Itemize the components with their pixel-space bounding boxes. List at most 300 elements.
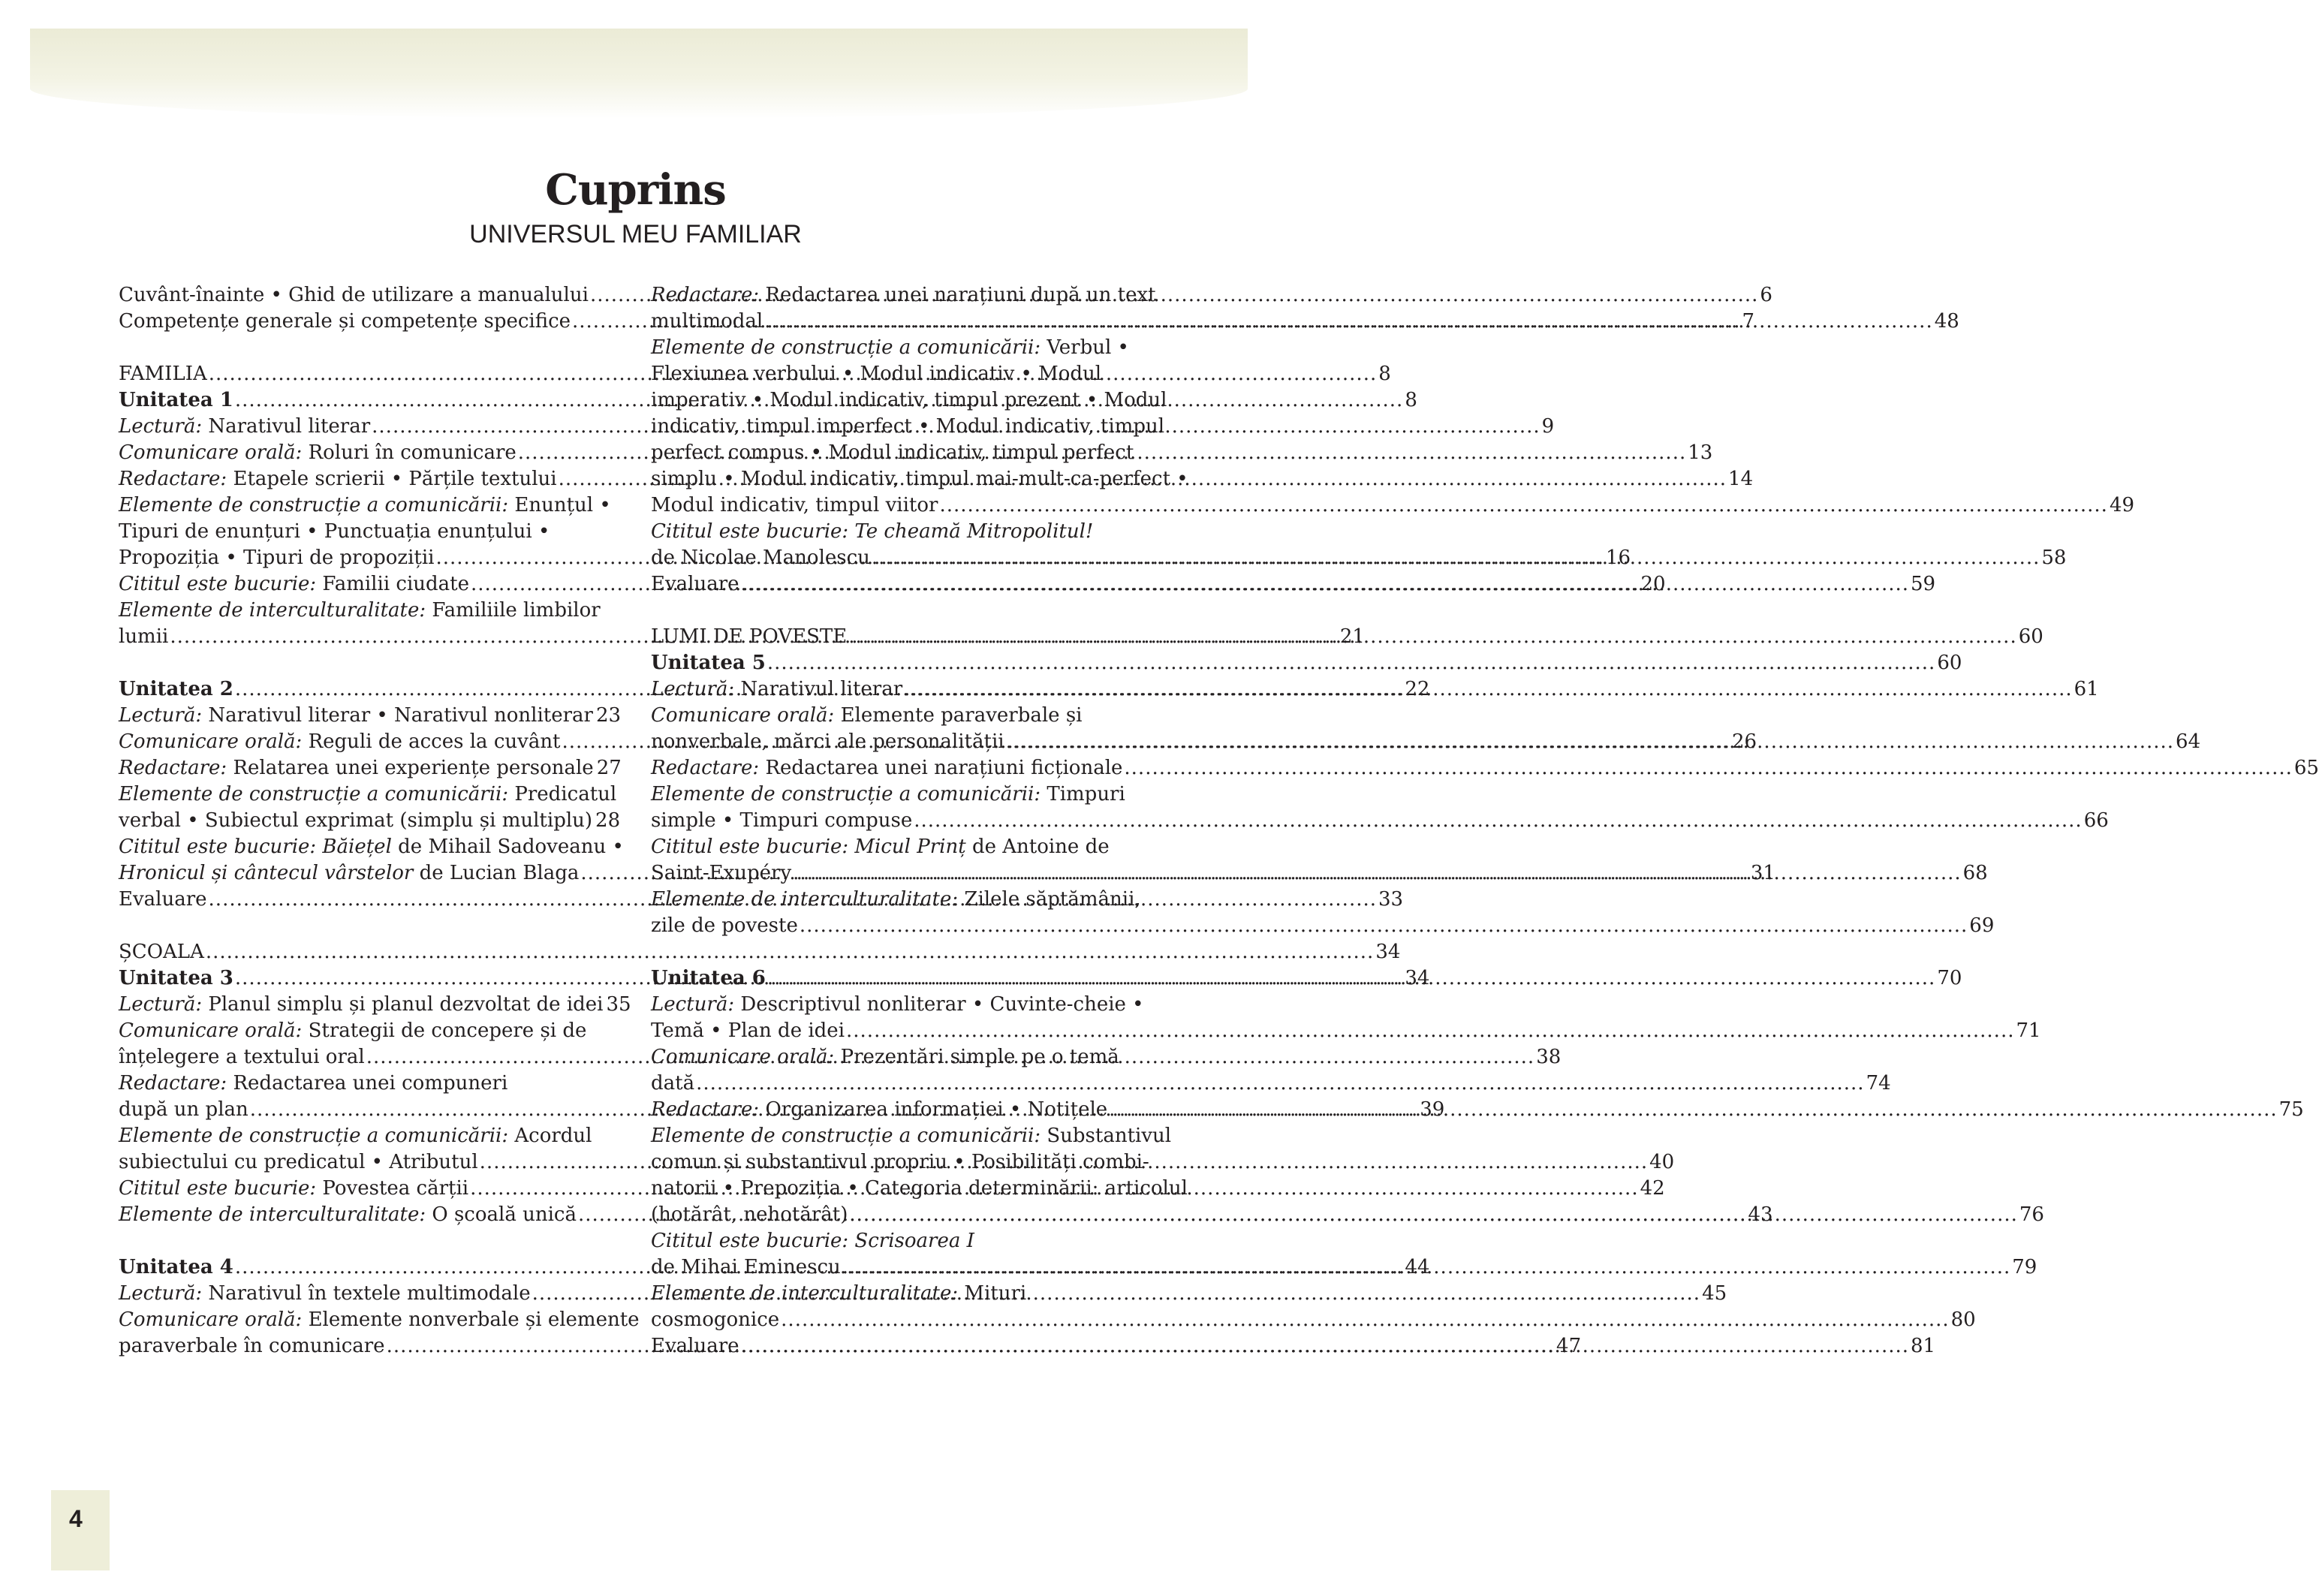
entry-title: simplu • Modul indicativ, timpul mai-mult-ca-perfect • [651,468,1188,490]
toc-entry [651,1018,2041,1044]
entry-title: Mituri [958,1282,1027,1305]
toc-page-number: 6 [1760,284,1772,306]
dot-leader [914,808,2082,834]
toc-entry-text [651,282,1156,309]
toc-entry-text [651,965,766,992]
toc-entry-text [651,650,766,676]
toc-page-number: 43 [1748,1203,1773,1226]
toc-entry [119,808,619,834]
toc-entry-text [651,1097,1107,1123]
toc-spacer [119,913,619,939]
entry-title: Competențe generale și competențe specifice [119,310,571,333]
toc-entry-text [651,676,902,703]
toc-entry [651,913,1995,939]
section-label: Redactare: [119,1072,227,1095]
entry-title: Evaluare [651,573,739,595]
unit-heading: Unitatea 3 [119,967,233,989]
section-label: Elemente de construcție a comunicării: [651,783,1041,806]
toc-page-number: 75 [2278,1098,2304,1121]
toc-entry-text [651,387,1167,414]
toc-page-number: 48 [1934,310,1959,333]
toc-entry-text [119,1307,640,1333]
toc-page-number: 42 [1640,1177,1665,1200]
toc-entry-text [119,729,561,755]
toc-entry [651,781,1154,808]
section-label: Elemente de construcție a comunicării: [651,1125,1041,1147]
toc-entry-text [651,992,1144,1018]
toc-entry [119,1018,619,1044]
entry-title: Descriptivul nonliterar • Cuvinte-cheie • [734,993,1144,1016]
toc-entry-text [119,1254,233,1281]
toc-entry-text [119,624,168,650]
entry-title: Redactarea unei narațiuni ficționale [759,757,1123,779]
toc-entry [651,335,1154,361]
toc-entry-text [119,545,434,571]
entry-title: natorii • Prepoziția • Categoria determinării: articolul [651,1177,1188,1200]
entry-title: Evaluare [119,888,207,911]
unit-heading: Unitatea 6 [651,967,766,989]
toc-entry-text [651,755,1122,781]
section-label: Cititul este bucurie: [119,573,317,595]
toc-page-number: 26 [1731,730,1757,753]
toc-page-number: 33 [1378,888,1404,911]
toc-entry-text [119,466,557,492]
section-label: Elemente de interculturalitate: [119,599,426,622]
toc-entry-text [119,1202,577,1228]
toc-entry-text [651,860,791,887]
toc-page-number: 39 [1420,1098,1445,1121]
toc-page-number: 76 [2019,1203,2044,1226]
toc-entry-text [651,913,798,939]
toc-entry-text [651,1254,841,1281]
toc-entry [119,598,619,624]
entry-title: zile de poveste [651,914,798,937]
toc-page-number: 23 [595,704,622,727]
toc-entry-text [651,781,1125,808]
toc-page-number: 21 [1339,625,1365,648]
toc-entry [651,703,1154,729]
toc-entry [651,361,1154,387]
toc-entry-text [119,676,233,703]
section-label: Lectură: [651,678,735,700]
entry-title: simple • Timpuri compuse [651,809,913,832]
toc-entry-text [119,309,571,335]
toc-entry [651,519,1154,545]
toc-page-number: 40 [1649,1151,1675,1173]
unit-heading: Unitatea 2 [119,678,233,700]
toc-entry [651,650,1962,676]
toc-entry-text [119,492,611,519]
entry-title: subiectului cu predicatul • Atributul [119,1151,478,1173]
section-label: Comunicare orală: [119,1308,303,1331]
entry-title: Substantivul [1041,1125,1172,1147]
toc-page-number: 65 [2293,757,2319,779]
entry-title: Organizarea informației • Notițele [759,1098,1108,1121]
page-number: 4 [69,1505,83,1532]
toc-page-number: 58 [2041,547,2067,569]
dot-leader [904,676,2072,703]
toc-entry-text [651,571,739,598]
entry-title: înțelegere a textului oral [119,1046,365,1068]
section-label: Lectură: [651,993,735,1016]
toc-entry-text [651,1044,1119,1071]
toc-spacer [651,939,1154,965]
toc-spacer [119,1228,619,1254]
entry-title: Narativul literar [734,678,903,700]
entry-title: Enunțul • [508,494,611,516]
toc-page-number: 20 [1640,573,1666,595]
toc-entry-text [119,440,517,466]
toc-entry-text [119,1071,507,1097]
entry-title: Temă • Plan de idei [651,1019,845,1042]
toc-entry-text [651,1307,779,1333]
dot-leader [741,571,1909,598]
toc-page-number: 80 [1950,1308,1976,1331]
toc-entry-text [119,1333,385,1360]
toc-entry-text [651,1281,1026,1307]
entry-title: multimodal [651,310,763,333]
toc-page-number: 49 [2109,494,2135,516]
toc-page-number: 81 [1911,1335,1936,1357]
toc-spacer [651,598,1154,624]
dot-leader [1109,1097,2277,1123]
entry-title: de Antoine de [965,836,1110,858]
section-label: Comunicare orală: [119,441,303,464]
toc-page-number: 70 [1937,967,1962,989]
toc-page-number: 35 [606,993,631,1016]
entry-title: dată [651,1072,695,1095]
toc-entry-text [119,519,550,545]
toc-page-number: 7 [1742,310,1755,333]
toc-entry-text [119,1176,468,1202]
unit-heading: Unitatea 5 [651,652,766,674]
toc-entry-text [651,1202,848,1228]
entry-title: Elemente nonverbale și elemente [302,1308,640,1331]
toc-entry [651,309,1959,335]
section-label: Elemente de construcție a comunicării: [119,1125,509,1147]
toc-entry [651,1281,1154,1307]
section-label: Elemente de interculturalitate: [119,1203,426,1226]
dot-leader [848,624,2016,650]
toc-entry-text [119,1097,248,1123]
toc-page-number: 45 [1702,1282,1727,1305]
entry-title: Povestea cărții [316,1177,469,1200]
toc-entry-text [651,1149,1149,1176]
toc-entry-text [651,1071,694,1097]
toc-entry-text [119,598,601,624]
entry-title: verbal • Subiectul exprimat (simplu și multiplu) [119,809,593,832]
toc-page-number: 74 [1866,1072,1891,1095]
section-label: Hronicul și cântecul vârstelor [119,862,414,884]
entry-title: Etapele scrierii • Părțile textului [227,468,557,490]
toc-entry [651,414,1165,440]
toc-entry-text [119,571,469,598]
toc-entry-text [651,466,1188,492]
toc-entry [119,755,622,781]
entry-title: Verbul • [1041,336,1129,359]
toc-entry-text [651,545,870,571]
toc-entry [119,703,622,729]
toc-entry-text [119,703,593,729]
toc-entry-text [119,887,207,913]
entry-title: Roluri în comunicare [302,441,517,464]
page-subtitle: UNIVERSUL MEU FAMILIAR [469,220,802,248]
toc-entry [651,466,1188,492]
section-label: Cititul este bucurie: [119,1177,317,1200]
toc-entry-text [651,624,847,650]
toc-entry [119,1071,619,1097]
section-label: Redactare: [651,757,760,779]
toc-entry-text [119,1044,365,1071]
toc-entry-text [119,361,207,387]
toc-page-number: 68 [1962,862,1988,884]
dot-leader [800,913,1968,939]
toc-entry [119,781,619,808]
dot-leader [696,1071,1864,1097]
toc-page-number: 69 [1969,914,1995,937]
toc-page-number: 34 [1375,941,1401,963]
entry-title: Redactarea unei compuneri [227,1072,508,1095]
toc-page-number: 59 [1911,573,1936,595]
toc-page-number: 44 [1405,1256,1430,1278]
dot-leader [767,650,1935,676]
entry-title: Strategii de concepere și de [302,1019,587,1042]
toc-entry [651,1176,1188,1202]
toc-entry-text [651,361,1101,387]
toc-entry-text [651,703,1083,729]
toc-page-number: 28 [595,809,621,832]
entry-title: Redactarea unei narațiuni după un text [759,284,1156,306]
entry-title: de Mihai Eminescu [651,1256,841,1278]
toc-entry [651,887,1154,913]
toc-entry [651,492,2135,519]
entry-title: Planul simplu și planul dezvoltat de idei [202,993,604,1016]
toc-entry-text [119,860,579,887]
toc-entry-text [119,1018,586,1044]
entry-title: Zilele săptămânii, [958,888,1141,911]
section-label: Elemente de construcție a comunicării: [119,494,509,516]
entry-title: cosmogonice [651,1308,780,1331]
entry-title: (hotărât, nehotărât) [651,1203,848,1226]
toc-page-number: 47 [1556,1335,1582,1357]
entry-title: după un plan [119,1098,248,1121]
dot-leader [872,545,2040,571]
toc-page-number: 60 [2018,625,2043,648]
entry-title: Familii ciudate [316,573,469,595]
toc-entry [651,808,2109,834]
entry-title: Modul indicativ, timpul viitor [651,494,938,516]
section-label: Cititul este bucurie: Scrisoarea I [651,1230,974,1252]
section-label: Redactare: [119,757,227,779]
toc-entry-text [651,887,1141,913]
header-band [30,29,1248,119]
toc-entry-text [119,387,233,414]
entry-title: de Mihail Sadoveanu • [391,836,624,858]
toc-entry [119,939,1401,965]
entry-title: Timpuri [1041,783,1125,806]
toc-entry-text [119,414,370,440]
toc-entry-text [651,492,938,519]
toc-page-number: 64 [2176,730,2201,753]
toc-entry [651,834,1154,860]
toc-entry-text [119,939,204,965]
toc-entry-text [651,1228,974,1254]
toc-page-number: 61 [2074,678,2099,700]
toc-page-number: 8 [1378,363,1391,385]
toc-entry-text [651,519,1093,545]
entry-title: imperativ • Modul indicativ, timpul prezent • Modul [651,389,1167,411]
toc-entry [651,387,1167,414]
dot-leader [767,965,1935,992]
entry-title: nonverbale, mărci ale personalității [651,730,1004,753]
entry-title: LUMI DE POVESTE [651,625,848,648]
section-label: Comunicare orală: [119,1019,303,1042]
entry-title: de Lucian Blaga [413,862,580,884]
toc-entry-text [651,1018,845,1044]
toc-entry-text [119,1149,478,1176]
entry-title: indicativ, timpul imperfect • Modul indicativ, timpul [651,415,1165,438]
entry-title: Tipuri de enunțuri • Punctuația enunțului • [119,520,550,543]
unit-heading: Unitatea 4 [119,1256,233,1278]
dot-leader [849,1202,2017,1228]
dot-leader [846,1018,2014,1044]
toc-page-number: 38 [1536,1046,1562,1068]
section-label: Cititul este bucurie: Te cheamă Mitropolitul! [651,520,1094,543]
entry-title: Relatarea unei experiențe personale [227,757,594,779]
toc-entry [119,834,624,860]
toc-entry [651,1044,1154,1071]
toc-entry [119,1307,640,1333]
toc-entry-text [119,1281,531,1307]
entry-title: Elemente paraverbale și [834,704,1083,727]
section-label: Comunicare orală: [119,730,303,753]
toc-page-number: 14 [1728,468,1754,490]
dot-leader [764,309,1932,335]
toc-entry-text [651,729,1004,755]
toc-entry-text [651,309,763,335]
section-label: Lectură: [119,993,203,1016]
entry-title: perfect compus • Modul indicativ, timpul perfect [651,441,1134,464]
toc-entry [119,492,619,519]
dot-leader [741,1333,1909,1360]
section-label: Elemente de interculturalitate: [651,888,959,911]
entry-title: Predicatul [508,783,617,806]
section-label: Elemente de construcție a comunicării: [119,783,509,806]
toc-entry [651,440,1154,466]
section-label: Cititul este bucurie: Micul Prinț [651,836,966,858]
toc-entry-text [651,335,1129,361]
entry-title: Familiile limbilor [426,599,601,622]
toc-page-number: 34 [1405,967,1430,989]
section-label: Comunicare orală: [651,704,835,727]
toc-entry-text [119,834,624,860]
toc-entry [651,755,2319,781]
toc-page-number: 9 [1541,415,1555,438]
toc-spacer [119,650,619,676]
toc-entry-text [651,1333,739,1360]
entry-title: Prezentări simple pe o temă [834,1046,1119,1068]
toc-entry-text [651,1176,1188,1202]
toc-entry [119,519,619,545]
toc-entry [651,1307,1976,1333]
dot-leader [781,1307,1949,1333]
entry-title: comun și substantivul propriu • Posibilități combi- [651,1151,1149,1173]
toc-page-number: 60 [1937,652,1962,674]
entry-title: Cuvânt-înainte • Ghid de utilizare a manualului [119,284,589,306]
toc-entry-text [651,808,912,834]
entry-title: Propoziția • Tipuri de propoziții [119,547,435,569]
toc-entry [119,1123,619,1149]
dot-leader [1006,729,2174,755]
toc-page-number: 16 [1605,547,1631,569]
toc-page-number: 31 [1750,862,1775,884]
section-label: Lectură: [119,415,203,438]
entry-title: Saint-Exupéry [651,862,792,884]
entry-title: Acordul [508,1125,592,1147]
toc-page-number: 27 [596,757,622,779]
toc-entry-text [119,965,233,992]
toc-entry-text [119,781,616,808]
toc-entry [119,992,631,1018]
toc-entry-text [119,1123,592,1149]
section-label: Lectură: [119,704,203,727]
toc-page-number: 13 [1688,441,1713,464]
entry-title: Narativul literar • Narativul nonliterar [202,704,593,727]
dot-leader [842,1254,2010,1281]
entry-title: paraverbale în comunicare [119,1335,385,1357]
toc-entry-text [651,440,1134,466]
toc-entry-text [119,282,589,309]
section-label: Redactare: [119,468,227,490]
section-label: Lectură: [119,1282,203,1305]
dot-leader [939,492,2107,519]
toc-entry-text [119,755,594,781]
entry-title: Narativul în textele multimodale [202,1282,531,1305]
entry-title: FAMILIA [119,363,207,385]
section-label: Redactare: [651,284,760,306]
toc-page-number: 79 [2012,1256,2037,1278]
section-label: Elemente de construcție a comunicării: [651,336,1041,359]
toc-entry [651,1071,1891,1097]
unit-heading: Unitatea 1 [119,389,233,411]
entry-title: Evaluare [651,1335,739,1357]
section-label: Redactare: [651,1098,760,1121]
toc-entry-text [119,992,604,1018]
entry-title: de Nicolae Manolescu [651,547,870,569]
toc-page-number: 66 [2083,809,2109,832]
entry-title: O școală unică [426,1203,577,1226]
toc-entry-text [651,1123,1171,1149]
dot-leader [1124,755,2292,781]
toc-entry [651,992,1154,1018]
entry-title: lumii [119,625,169,648]
toc-entry [651,1149,1154,1176]
section-label: Elemente de interculturalitate: [651,1282,959,1305]
toc-page-number: 22 [1405,678,1430,700]
dot-leader [793,860,1961,887]
section-label: Cititul este bucurie: Băiețel [119,836,392,858]
toc-entry-text [651,414,1164,440]
toc-entry-text [119,808,592,834]
entry-title: Reguli de acces la cuvânt [302,730,561,753]
section-label: Comunicare orală: [651,1046,835,1068]
toc-page-number: 8 [1405,389,1417,411]
entry-title: Narativul literar [202,415,371,438]
toc-entry [651,1228,1154,1254]
toc-entry-text [651,834,1110,860]
toc-entry [651,1123,1172,1149]
entry-title: Flexiunea verbului • Modul indicativ • Modul [651,363,1102,385]
